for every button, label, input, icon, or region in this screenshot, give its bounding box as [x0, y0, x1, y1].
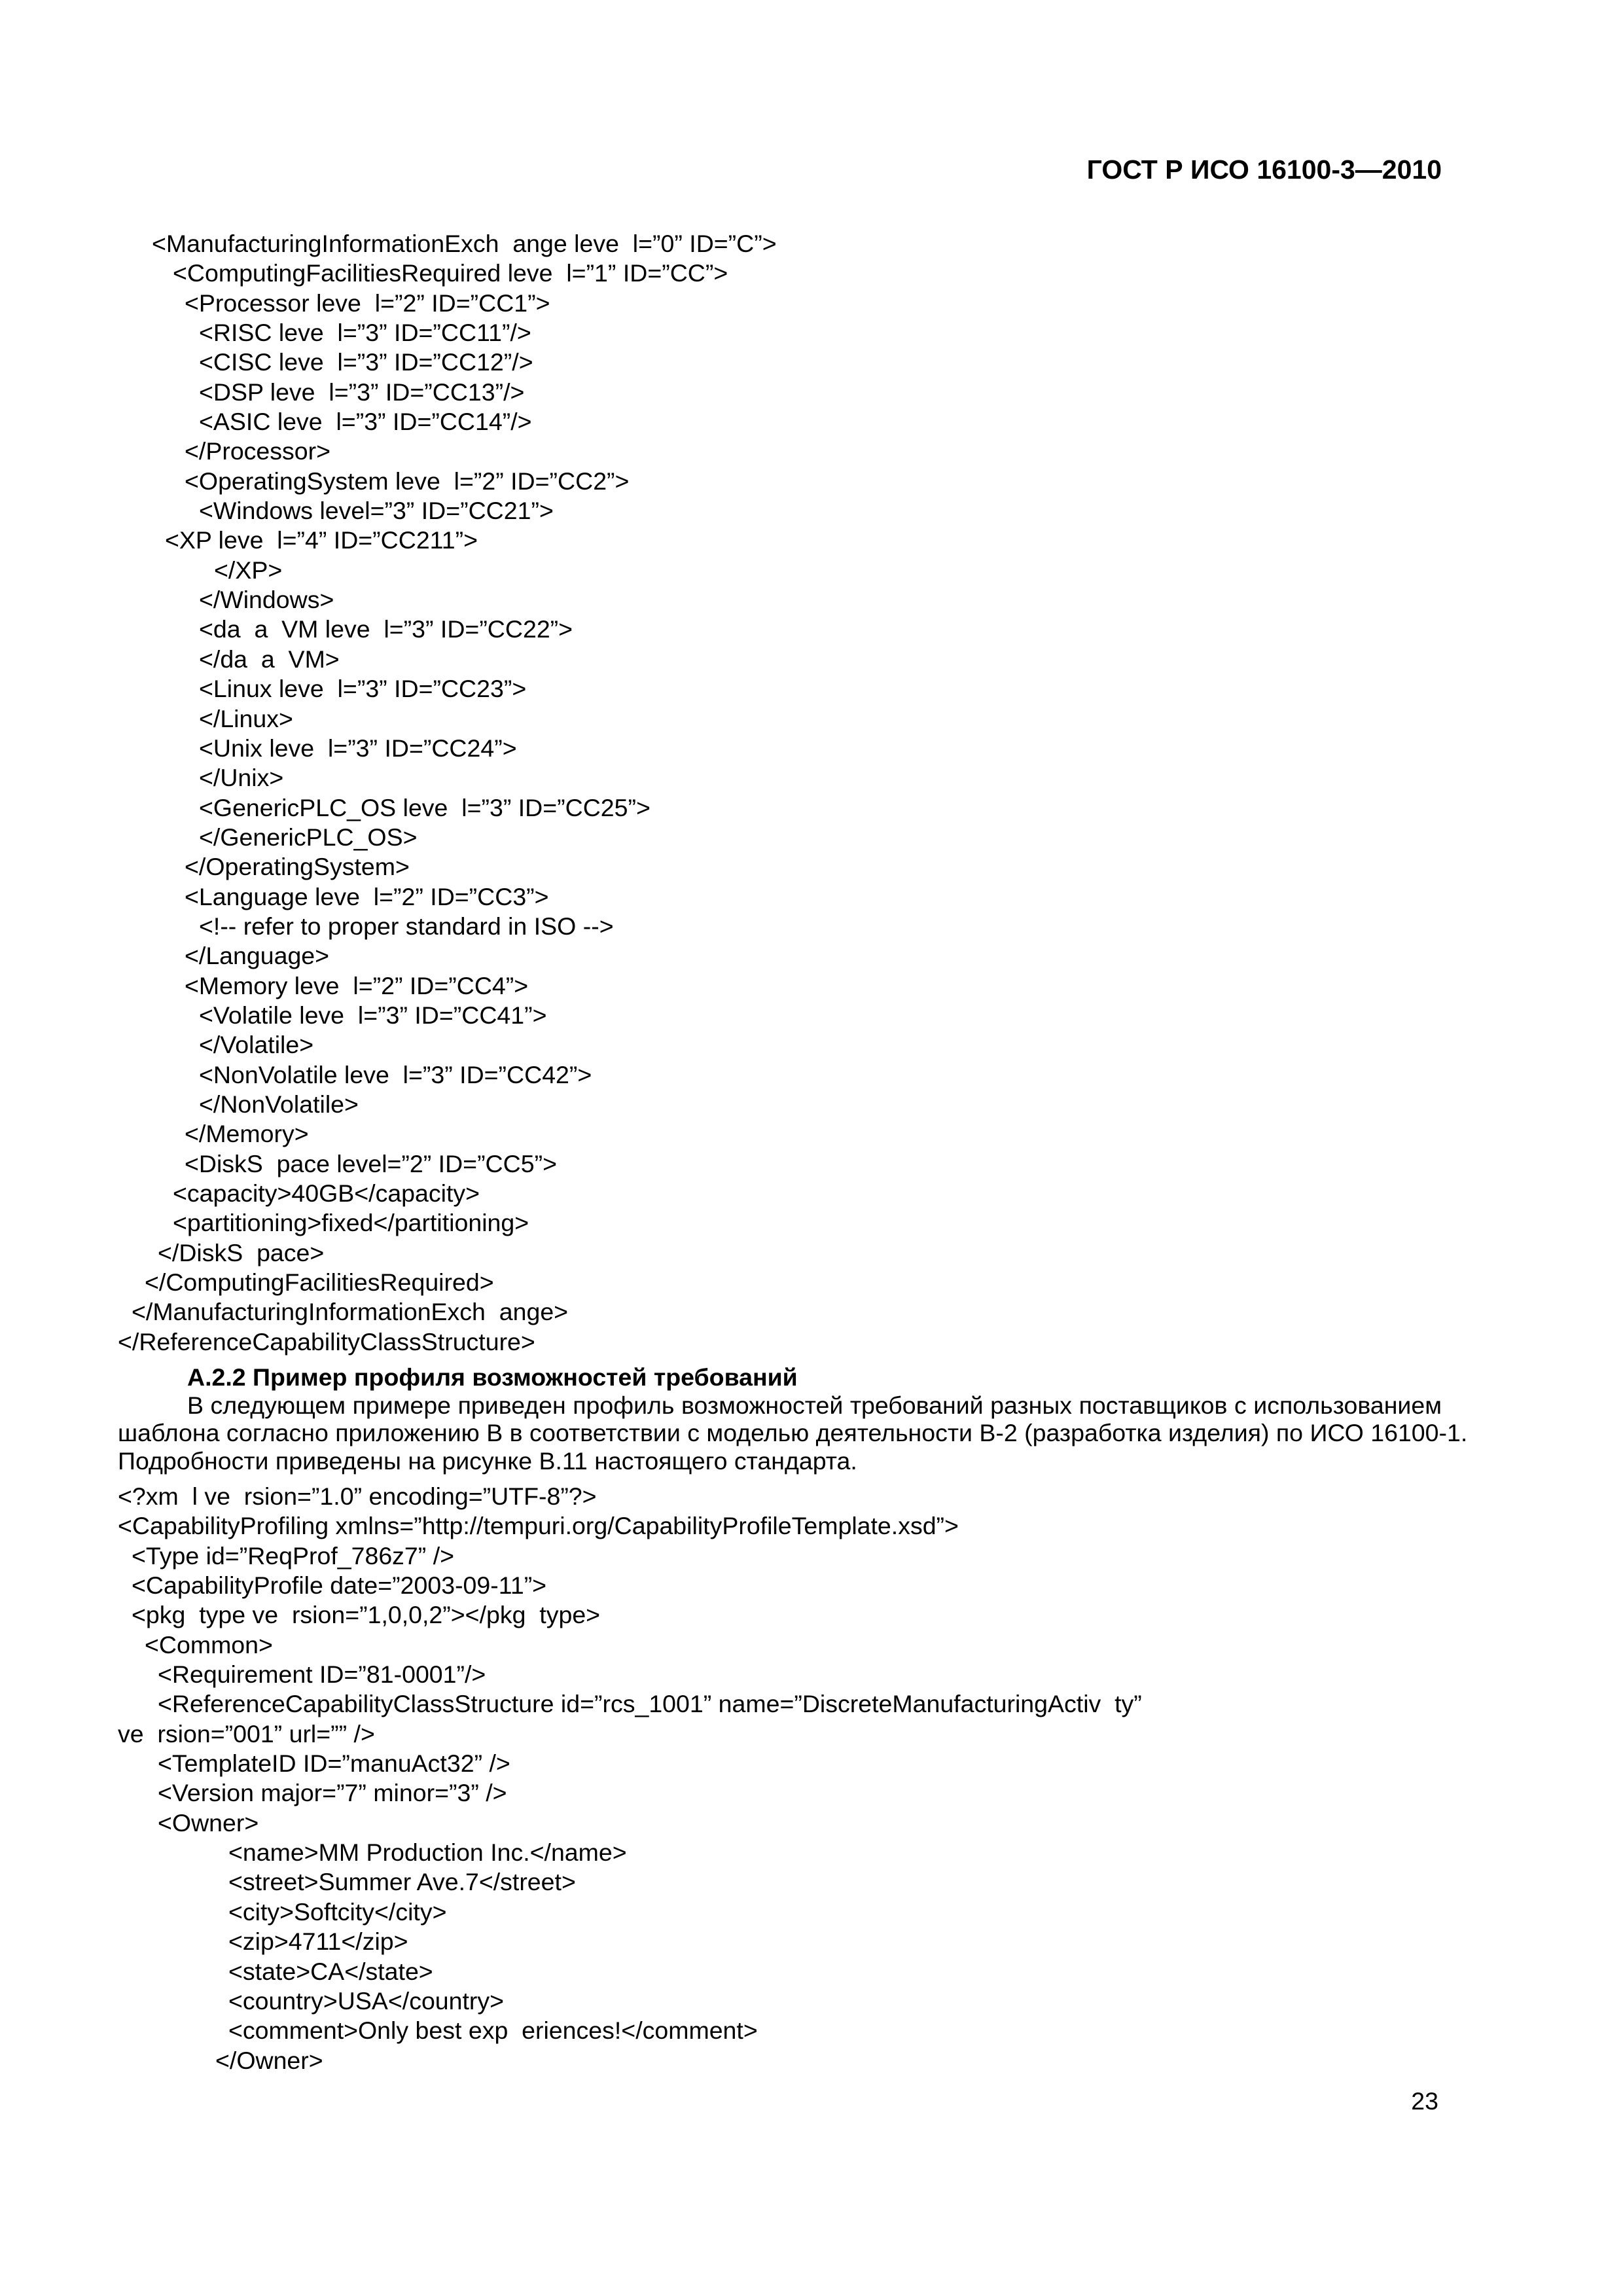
- code-line: </ReferenceCapabilityClassStructure>: [118, 1327, 535, 1355]
- code-line: <XP leve l=”4” ID=”CC211”>: [165, 526, 478, 554]
- code-line: </GenericPLC_OS>: [199, 823, 418, 851]
- code-line: <DiskS pace level=”2” ID=”CC5”>: [185, 1149, 557, 1177]
- code-line: <GenericPLC_OS leve l=”3” ID=”CC25”>: [199, 793, 651, 821]
- code-line: <Owner>: [158, 1808, 259, 1837]
- section-heading: А.2.2 Пример профиля возможностей требований: [187, 1363, 798, 1391]
- code-line: <da a VM leve l=”3” ID=”CC22”>: [199, 615, 573, 643]
- code-line: <Language leve l=”2” ID=”CC3”>: [185, 882, 549, 910]
- code-line: <OperatingSystem leve l=”2” ID=”CC2”>: [185, 467, 630, 495]
- paragraph-line: шаблона согласно приложению В в соответствии с моделью деятельности В-2 (разработка изделия) по ИСО 16100-1.: [118, 1419, 1468, 1446]
- code-line: <Requirement ID=”81-0001”/>: [158, 1660, 486, 1689]
- code-line: ve rsion=”001” url=”” />: [118, 1719, 375, 1748]
- code-line: <CISC leve l=”3” ID=”CC12”/>: [199, 348, 533, 376]
- code-line: <Volatile leve l=”3” ID=”CC41”>: [199, 1001, 547, 1029]
- page-number: 23: [1411, 2087, 1438, 2115]
- code-line: </ManufacturingInformationExch ange>: [132, 1298, 569, 1326]
- code-line: </XP>: [214, 556, 283, 584]
- code-line: <Windows level=”3” ID=”CC21”>: [199, 497, 554, 525]
- code-line: <country>USA</country>: [228, 1986, 505, 2015]
- code-line: <!-- refer to proper standard in ISO -->: [199, 912, 614, 940]
- code-line: </Windows>: [199, 586, 334, 614]
- code-line: </Volatile>: [199, 1031, 314, 1059]
- code-line: <state>CA</state>: [228, 1957, 433, 1985]
- code-line: <Linux leve l=”3” ID=”CC23”>: [199, 675, 527, 703]
- code-line: <TemplateID ID=”manuAct32” />: [158, 1749, 510, 1778]
- code-line: <ComputingFacilitiesRequired leve l=”1” ID=”CC”>: [173, 259, 728, 287]
- code-line: <DSP leve l=”3” ID=”CC13”/>: [199, 378, 525, 406]
- code-line: <Type id=”ReqProf_786z7” />: [132, 1541, 455, 1570]
- code-line: <Common>: [145, 1630, 273, 1659]
- code-line: <RISC leve l=”3” ID=”CC11”/>: [199, 319, 531, 347]
- code-line: <Memory leve l=”2” ID=”CC4”>: [185, 971, 529, 999]
- code-line: <zip>4711</zip>: [228, 1928, 408, 1956]
- code-line: <Version major=”7” minor=”3” />: [158, 1779, 507, 1807]
- code-line: <Unix leve l=”3” ID=”CC24”>: [199, 734, 517, 762]
- section-a-2-2: [118, 1363, 1468, 1475]
- code-line: <name>MM Production Inc.</name>: [228, 1839, 627, 1867]
- code-line: </Processor>: [185, 437, 331, 465]
- code-line: </Linux>: [199, 704, 293, 732]
- code-line: </Unix>: [199, 764, 284, 792]
- code-line: </DiskS pace>: [158, 1238, 325, 1266]
- code-line: <capacity>40GB</capacity>: [173, 1179, 480, 1207]
- code-line: </ComputingFacilitiesRequired>: [145, 1268, 494, 1297]
- code-line: <NonVolatile leve l=”3” ID=”CC42”>: [199, 1060, 592, 1088]
- code-line: </OperatingSystem>: [185, 853, 410, 881]
- standard-designation-header: ГОСТ Р ИСО 16100-3—2010: [1086, 154, 1442, 185]
- code-line: <city>Softcity</city>: [228, 1897, 447, 1926]
- code-line: <pkg type ve rsion=”1,0,0,2”></pkg type>: [132, 1601, 601, 1629]
- code-line: <ReferenceCapabilityClassStructure id=”rcs_1001” name=”DiscreteManufacturingActiv ty”: [158, 1690, 1142, 1718]
- code-line: </Memory>: [185, 1120, 309, 1148]
- paragraph-line: В следующем примере приведен профиль возможностей требований разных поставщиков с использованием: [187, 1391, 1442, 1419]
- code-line: <comment>Only best exp eriences!</comment>: [228, 2017, 758, 2045]
- xml-code-block-capability-profile: [0, 1482, 1623, 2075]
- code-line: </Owner>: [215, 2046, 323, 2074]
- xml-code-block-reference-structure: [0, 229, 1623, 1357]
- paragraph-line: Подробности приведены на рисунке В.11 настоящего стандарта.: [118, 1446, 857, 1475]
- code-line: <ASIC leve l=”3” ID=”CC14”/>: [199, 408, 532, 436]
- code-line: <street>Summer Ave.7</street>: [228, 1868, 576, 1896]
- code-line: <?xm l ve rsion=”1.0” encoding=”UTF-8”?>: [118, 1482, 597, 1510]
- code-line: <CapabilityProfile date=”2003-09-11”>: [132, 1571, 547, 1600]
- code-line: </Language>: [185, 942, 330, 970]
- code-line: </da a VM>: [199, 645, 340, 673]
- code-line: </NonVolatile>: [199, 1090, 359, 1118]
- code-line: <partitioning>fixed</partitioning>: [173, 1209, 529, 1237]
- code-line: <ManufacturingInformationExch ange leve l=”0” ID=”C”>: [152, 230, 777, 257]
- code-line: <CapabilityProfiling xmlns=”http://tempuri.org/CapabilityProfileTemplate.xsd”>: [118, 1512, 959, 1540]
- code-line: <Processor leve l=”2” ID=”CC1”>: [185, 289, 550, 317]
